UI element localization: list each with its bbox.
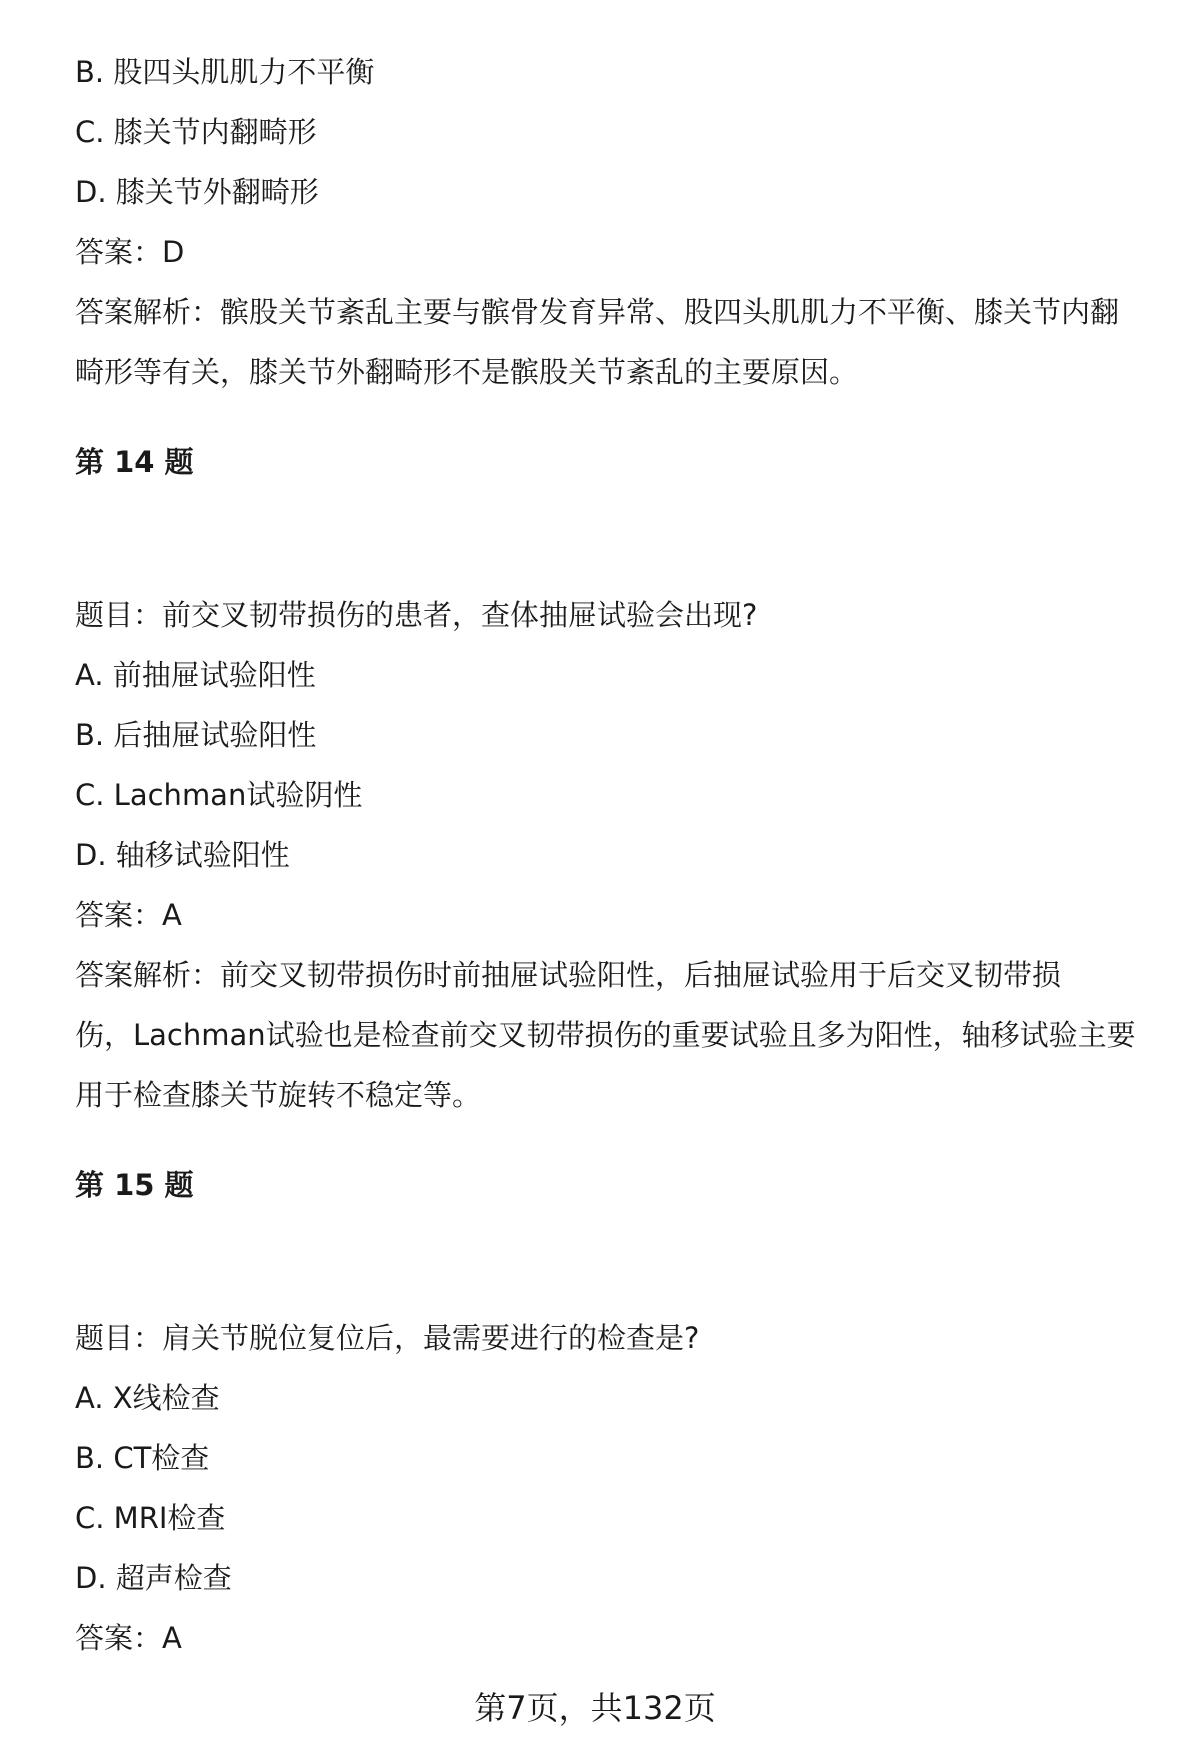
q14-heading: 第 14 题: [75, 445, 194, 479]
q14-answer: 答案：A: [75, 898, 182, 932]
q14-option-b: B. 后抽屉试验阳性: [75, 718, 317, 752]
q13-explanation-line-2: 畸形等有关，膝关节外翻畸形不是髌股关节紊乱的主要原因。: [75, 355, 859, 389]
q14-explanation-line-3: 用于检查膝关节旋转不稳定等。: [75, 1078, 482, 1112]
q14-option-d: D. 轴移试验阳性: [75, 838, 290, 872]
q13-answer: 答案：D: [75, 235, 185, 269]
q13-option-b: B. 股四头肌肌力不平衡: [75, 55, 375, 89]
q14-explanation-line-2: 伤，Lachman试验也是检查前交叉韧带损伤的重要试验且多为阳性，轴移试验主要: [75, 1018, 1136, 1052]
q13-option-d: D. 膝关节外翻畸形: [75, 175, 319, 209]
q15-option-c: C. MRI检查: [75, 1501, 226, 1535]
q15-answer: 答案：A: [75, 1621, 182, 1655]
q15-option-a: A. X线检查: [75, 1381, 220, 1415]
q14-question: 题目：前交叉韧带损伤的患者，查体抽屉试验会出现?: [75, 598, 758, 632]
q14-explanation-line-1: 答案解析：前交叉韧带损伤时前抽屉试验阳性，后抽屉试验用于后交叉韧带损: [75, 958, 1062, 992]
q15-option-b: B. CT检查: [75, 1441, 210, 1475]
q14-option-c: C. Lachman试验阴性: [75, 778, 363, 812]
q14-option-a: A. 前抽屉试验阳性: [75, 658, 316, 692]
q15-heading: 第 15 题: [75, 1168, 194, 1202]
q15-option-d: D. 超声检查: [75, 1561, 232, 1595]
q13-explanation-line-1: 答案解析：髌股关节紊乱主要与髌骨发育异常、股四头肌肌力不平衡、膝关节内翻: [75, 295, 1120, 329]
page-number-footer: 第7页，共132页: [474, 1689, 716, 1727]
q15-question: 题目：肩关节脱位复位后，最需要进行的检查是?: [75, 1321, 700, 1355]
q13-option-c: C. 膝关节内翻畸形: [75, 115, 317, 149]
